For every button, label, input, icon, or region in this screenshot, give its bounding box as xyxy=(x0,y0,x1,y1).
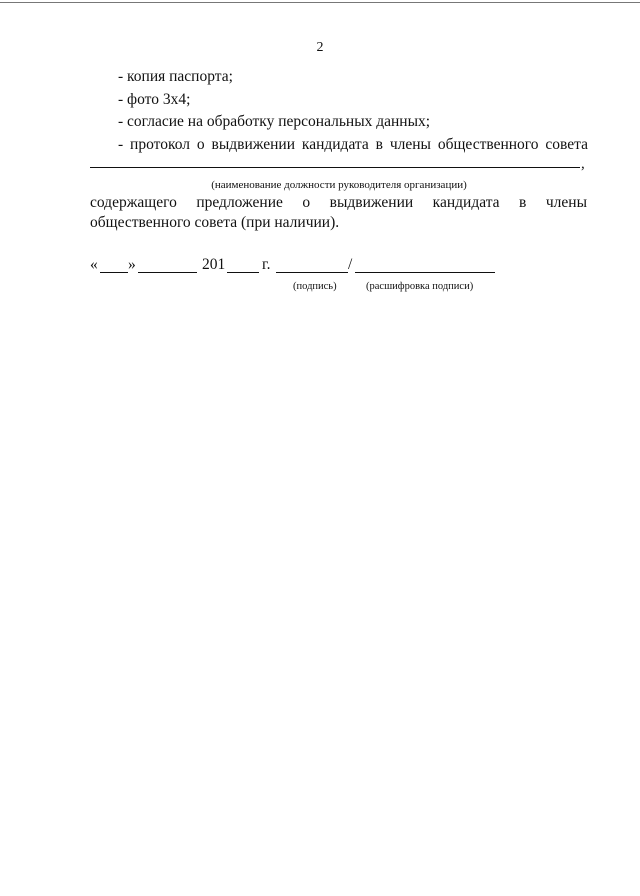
slash: / xyxy=(348,256,353,273)
year-suffix: г. xyxy=(262,256,271,273)
top-border-rule xyxy=(0,2,640,3)
month-blank xyxy=(138,272,197,273)
list-item-consent: - согласие на обработку персональных данных; xyxy=(118,113,431,130)
list-item-photo: - фото 3х4; xyxy=(118,91,191,108)
body-paragraph: содержащего предложение о выдвижении кандидата в члены общественного совета (при наличии). xyxy=(90,194,587,231)
list-item-protocol: - протокол о выдвижении кандидата в члены общественного совета xyxy=(118,136,588,153)
open-quote: « xyxy=(90,256,98,273)
date-signature-line xyxy=(0,256,640,276)
close-quote: » xyxy=(128,256,136,273)
fill-line-comma: , xyxy=(581,156,585,172)
day-blank xyxy=(100,272,128,273)
position-fill-line xyxy=(90,167,580,168)
position-caption: (наименование должности руководителя организации) xyxy=(211,179,467,191)
signature-decode-blank xyxy=(355,272,495,273)
signature-caption: (подпись) xyxy=(293,281,337,292)
list-item-passport: - копия паспорта; xyxy=(118,68,233,85)
signature-blank xyxy=(276,272,348,273)
signature-decode-caption: (расшифровка подписи) xyxy=(366,281,474,292)
year-blank xyxy=(227,272,259,273)
page-number: 2 xyxy=(316,40,324,55)
year-prefix: 201 xyxy=(202,256,226,273)
